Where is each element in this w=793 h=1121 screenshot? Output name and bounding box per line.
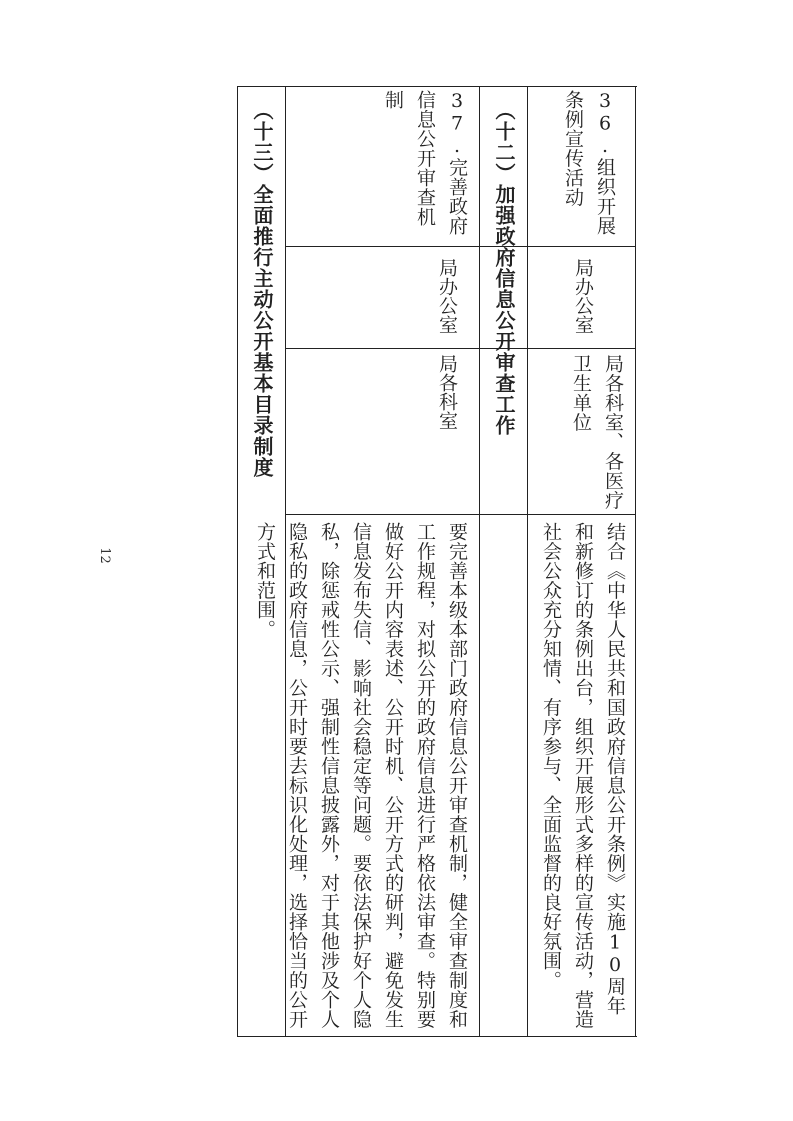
section-12-divider [527,86,528,1036]
row-37-content: 要完善本级本部门政府信息公开审查机制，健全审查制度和工作规程，对拟公开的政府信息进行严格依法审查。特别要做好公开内容表述、公开时机、公开方式的研判，避免发生信息发布失信、影响社会稳定等问题。要依法保护好个人隐私，除惩戒性公示、强制性信息披露外，对于其他涉及个人隐私的政府信息，公开时要去标识化处理，选择恰当的公开方式和范围。 [254,522,468,1029]
table-border-right [635,86,636,1036]
work-plan-table [237,86,637,1036]
page-number: 12 [96,547,112,564]
row-36-content: 结合《中华人民共和国政府信息公开条例》实施10周年和新修订的条例出台，组织开展形式多样的宣传活动，营造社会公众充分知情、有序参与、全面监督的良好氛围。 [540,522,626,1029]
section-13-header: （十三）全面推行主动公开基本目录制度 [250,100,274,478]
table-border-bottom [237,1036,637,1037]
row-sep-4 [527,246,635,247]
row-37-task: 37.完善政府信息公开审查机制 [382,90,468,236]
row-37-divider [479,86,480,1036]
table-border-left [237,86,238,1036]
row-37-responsible: 局各科室 [436,354,458,430]
row-36-responsible: 局各科室、各医疗卫生单位 [570,354,624,510]
row-sep-6 [527,514,635,515]
row-37-lead: 局办公室 [436,258,458,334]
section-12-header: （十二）加强政府信息公开审查工作 [492,100,516,436]
row-36-lead: 局办公室 [572,258,594,334]
row-36-task: 36.组织开展条例宣传活动 [562,90,616,236]
row-sep-5 [527,348,635,349]
table-border-top [237,86,637,87]
